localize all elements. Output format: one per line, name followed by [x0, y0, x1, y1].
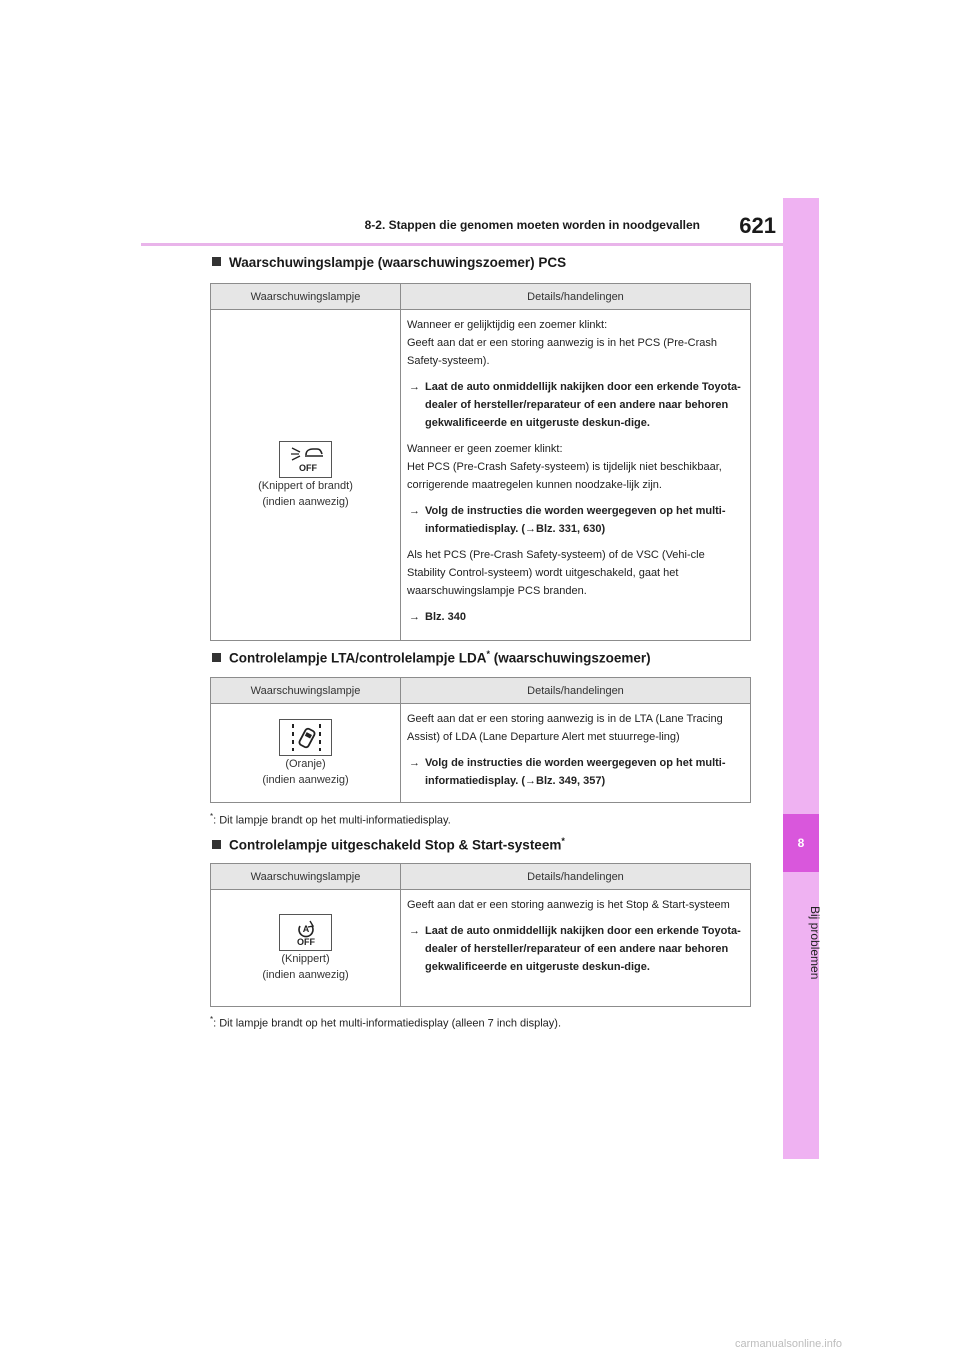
footnote-lta-lda: *: Dit lampje brandt op het multi-informatiedisplay. [210, 812, 451, 827]
chapter-number: 8 [783, 814, 819, 872]
stop-start-warning-table [210, 863, 751, 1007]
pcs-off-icon [279, 441, 332, 478]
svg-text:OFF: OFF [298, 463, 317, 473]
running-header: 8-2. Stappen die genomen moeten worden in noodgevallen [364, 218, 700, 232]
lta-lda-warning-table [210, 677, 751, 803]
chapter-title: Bij problemen [808, 906, 822, 980]
section-heading-pcs: Waarschuwingslampje (waarschuwingszoemer) PCS [212, 255, 566, 270]
warning-light-cell: (Oranje) (indien aanwezig) [211, 704, 401, 803]
details-cell: Wanneer er gelijktijdig een zoemer klinkt: Geeft aan dat er een storing aanwezig is in het PCS (Pre-Crash Safety-systeem). → Laat de auto onmiddellijk nakijken door een erkende Toyota-dealer of hersteller/reparateur of een andere naar behoren gekwalificeerde en uitgeruste deskun-dige. Wanneer er geen zoemer klinkt: Het PCS (Pre-Crash Safety-systeem) is tijdelijk niet beschikbaar, corrigerende maatregelen kunnen noodzake-lijk zijn. → Volg de instructies die worden weergegeven op het multi-informatiedisplay. (→Blz. 331, 630) Als het PCS (Pre-Crash Safety-systeem) of de VSC (Vehi-cle Stability Control-systeem) wordt uitgeschakeld, gaat het waarschuwingslampje PCS branden. → Blz. 340 [401, 310, 751, 641]
details-cell: Geeft aan dat er een storing aanwezig is in de LTA (Lane Tracing Assist) of LDA (Lane Departure Alert met stuurrege-ling) → Volg de instructies die worden weergegeven op het multi-informatiedisplay. (→Blz. 349, 357) [401, 704, 751, 803]
column-header-warning-light: Waarschuwingslampje [211, 864, 401, 890]
column-header-warning-light: Waarschuwingslampje [211, 284, 401, 310]
bullet-square-icon [212, 840, 221, 849]
footnote-stop-start: *: Dit lampje brandt op het multi-informatiedisplay (alleen 7 inch display). [210, 1015, 562, 1030]
pcs-warning-table [210, 283, 751, 641]
section-heading-stop-start: Controlelampje uitgeschakeld Stop & Start-systeem* [212, 836, 565, 853]
lane-assist-icon [279, 719, 332, 756]
column-header-warning-light: Waarschuwingslampje [211, 678, 401, 704]
column-header-details: Details/handelingen [401, 678, 751, 704]
details-cell: Geeft aan dat er een storing aanwezig is het Stop & Start-systeem → Laat de auto onmiddellijk nakijken door een erkende Toyota-dealer of hersteller/reparateur of een andere naar behoren gekwalificeerde en uitgeruste deskun-dige. [401, 890, 751, 1007]
watermark: carmanualsonline.info [735, 1338, 843, 1350]
header-divider [141, 243, 783, 246]
svg-text:A: A [302, 924, 309, 934]
bullet-square-icon [212, 653, 221, 662]
column-header-details: Details/handelingen [401, 284, 751, 310]
section-heading-lta-lda: Controlelampje LTA/controlelampje LDA* (waarschuwingszoemer) [212, 649, 651, 666]
stop-start-off-icon [279, 914, 332, 951]
bullet-square-icon [212, 257, 221, 266]
svg-text:OFF: OFF [296, 937, 315, 947]
warning-light-cell: OFF (Knippert of brandt) (indien aanwezig) [211, 310, 401, 641]
page-number: 621 [739, 213, 776, 238]
column-header-details: Details/handelingen [401, 864, 751, 890]
warning-light-cell: A OFF (Knippert) (indien aanwezig) [211, 890, 401, 1007]
